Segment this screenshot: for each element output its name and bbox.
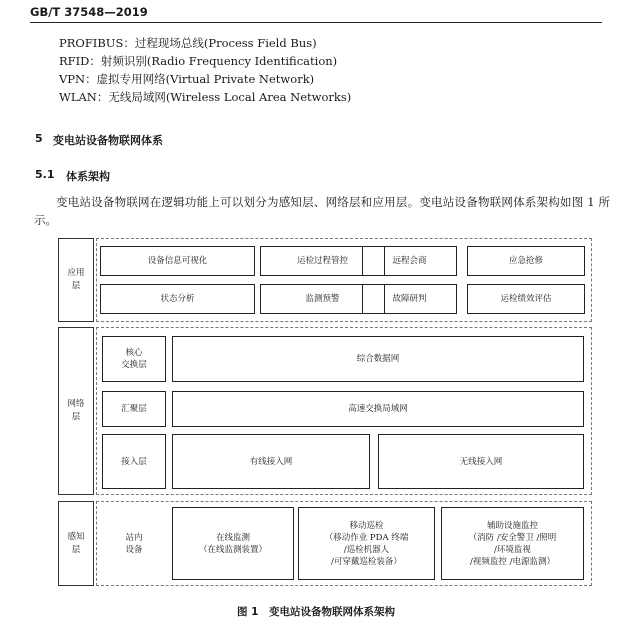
app-device-visualization: 设备信息可视化	[100, 246, 255, 276]
section-5-title: 变电站设备物联网体系	[53, 134, 163, 147]
aggregation-layer-label: 汇聚层	[102, 391, 166, 427]
station-device-label: 站内 设备	[125, 532, 143, 555]
body-paragraph: 变电站设备物联网在逻辑功能上可以划分为感知层、网络层和应用层。变电站设备物联网体系架构如图 1 所示。	[34, 195, 610, 227]
app-monitoring-warning: 监测预警	[260, 284, 385, 314]
app-fault-diagnosis: 故障研判	[362, 284, 457, 314]
abbreviation-vpn: VPN：虚拟专用网络(Virtual Private Network)	[59, 72, 315, 86]
online-monitoring-box: 在线监测 （在线监测装置）	[172, 507, 294, 580]
section-5-1-number: 5.1	[35, 168, 55, 181]
network-layer	[58, 327, 592, 495]
integrated-data-network: 综合数据网	[172, 336, 584, 382]
section-5-number: 5	[35, 132, 43, 145]
wired-access-network: 有线接入网	[172, 434, 370, 489]
abbreviation-rfid: RFID：射频识别(Radio Frequency Identification)	[59, 54, 338, 68]
app-process-control: 运检过程管控	[260, 246, 385, 276]
application-layer-label: 应用 层	[58, 238, 94, 322]
perception-layer	[58, 501, 592, 586]
wireless-access-network: 无线接入网	[378, 434, 584, 489]
standard-header: GB/T 37548—2019	[30, 5, 148, 19]
core-switching-layer-label: 核心 交换层	[102, 336, 166, 382]
mobile-inspection-box: 移动巡检 （移动作业 PDA 终端 /巡检机器人 /可穿戴巡检装备）	[298, 507, 435, 580]
access-layer-label: 接入层	[102, 434, 166, 489]
network-layer-label: 网络 层	[58, 327, 94, 495]
app-state-analysis: 状态分析	[100, 284, 255, 314]
high-speed-lan: 高速交换局域网	[172, 391, 584, 427]
app-remote-consultation: 远程会商	[362, 246, 457, 276]
application-layer	[58, 238, 592, 322]
abbreviation-profibus: PROFIBUS：过程现场总线(Process Field Bus)	[59, 36, 317, 50]
section-5-1-title: 体系架构	[66, 170, 110, 183]
app-performance-evaluation: 运检绩效评估	[467, 284, 585, 314]
header-rule	[30, 22, 602, 23]
figure-caption: 图 1 变电站设备物联网体系架构	[237, 606, 395, 618]
app-emergency-repair: 应急抢修	[467, 246, 585, 276]
perception-layer-label: 感知 层	[58, 501, 94, 586]
auxiliary-monitoring-box: 辅助设施监控 （消防 /安全警卫 /照明 /环境监视 /视频监控 /电源监测）	[441, 507, 584, 580]
abbreviation-wlan: WLAN：无线局域网(Wireless Local Area Networks)	[59, 90, 352, 104]
